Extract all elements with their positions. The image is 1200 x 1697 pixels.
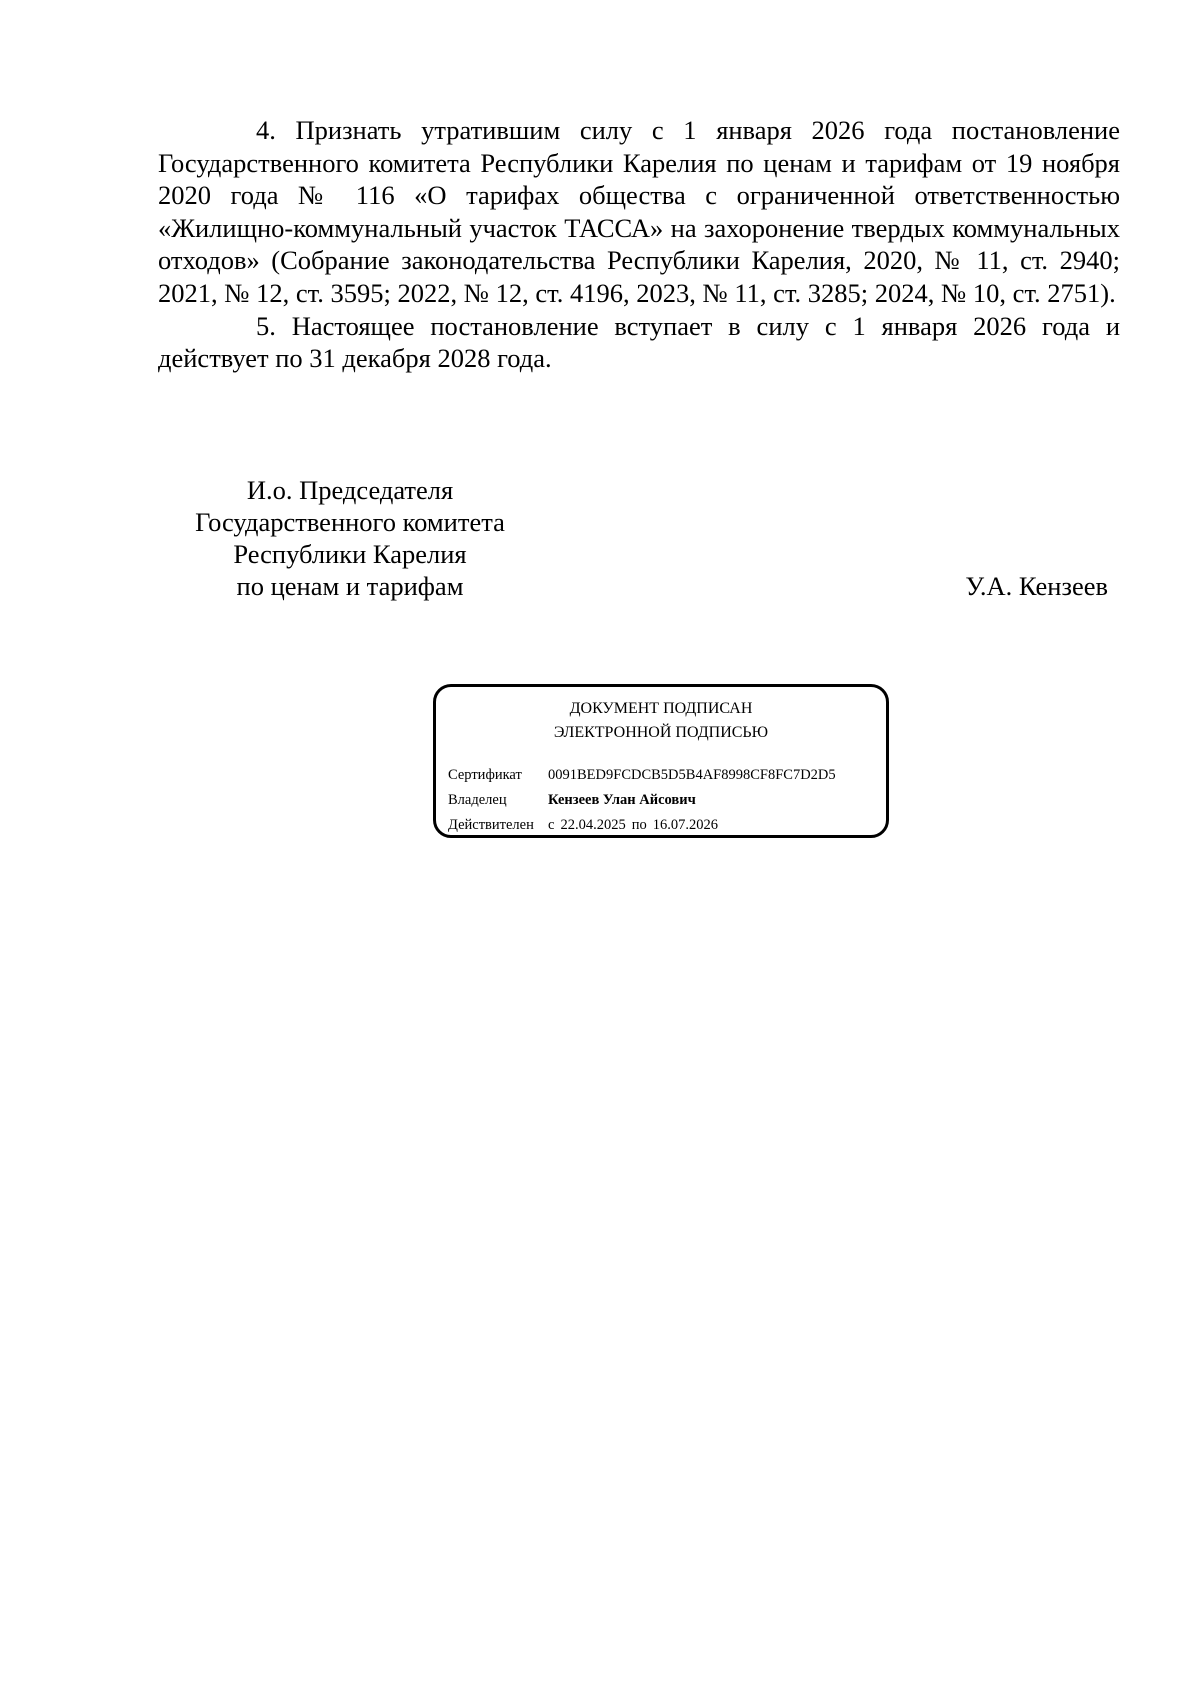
valid-from-prefix: с (548, 817, 555, 833)
stamp-heading-line: ДОКУМЕНТ ПОДПИСАН (569, 700, 753, 717)
stamp-heading-line: ЭЛЕКТРОННОЙ ПОДПИСЬЮ (553, 724, 769, 741)
owner-value: Кензеев Улан Айсович (548, 792, 696, 808)
valid-from-date: 22.04.2025 (560, 817, 626, 833)
certificate-value: 0091BED9FCDCB5D5B4AF8998CF8FC7D2D5 (548, 767, 836, 783)
stamp-owner-row (448, 788, 696, 812)
stamp-certificate-row (448, 763, 836, 787)
valid-to-prefix: по (631, 817, 647, 833)
certificate-label: Сертификат (448, 767, 522, 783)
electronic-signature-stamp (433, 684, 889, 838)
valid-label: Действителен (448, 817, 534, 833)
owner-label: Владелец (448, 792, 507, 808)
signatory-position (150, 474, 550, 602)
signatory-position-line: Государственного комитета (195, 507, 505, 537)
signatory-position-line: Республики Карелия (233, 539, 467, 569)
stamp-validity-row (448, 813, 718, 837)
signatory-position-line: И.о. Председателя (246, 475, 454, 505)
stamp-heading (436, 697, 886, 745)
valid-to-date: 16.07.2026 (652, 817, 718, 833)
signatory-position-line: по ценам и тарифам (236, 571, 464, 601)
signatory-name: У.А. Кензеев (965, 571, 1108, 601)
paragraph-4: 4. Признать утратившим силу с 1 января 2026 года постановление Государственного комитета Республики Карелия по ценам и тарифам от 19 ноября 2020 года № 116 «О тарифах общества с ограниченной ответственностью «Жилищно-коммунальный участок ТАССА» на захоронение твердых коммунальных отходов» (Собрание законодательства Республики Карелия, 2020, № 11, ст. 2940; 2021, № 12, ст. 3595; 2022, № 12, ст. 4196, 2023, № 11, ст. 3285; 2024, № 10, ст. 2751). (158, 115, 1120, 308)
document-body (158, 114, 1120, 375)
paragraph-5: 5. Настоящее постановление вступает в силу с 1 января 2026 года и действует по 31 декабря 2028 года. (158, 310, 1120, 374)
